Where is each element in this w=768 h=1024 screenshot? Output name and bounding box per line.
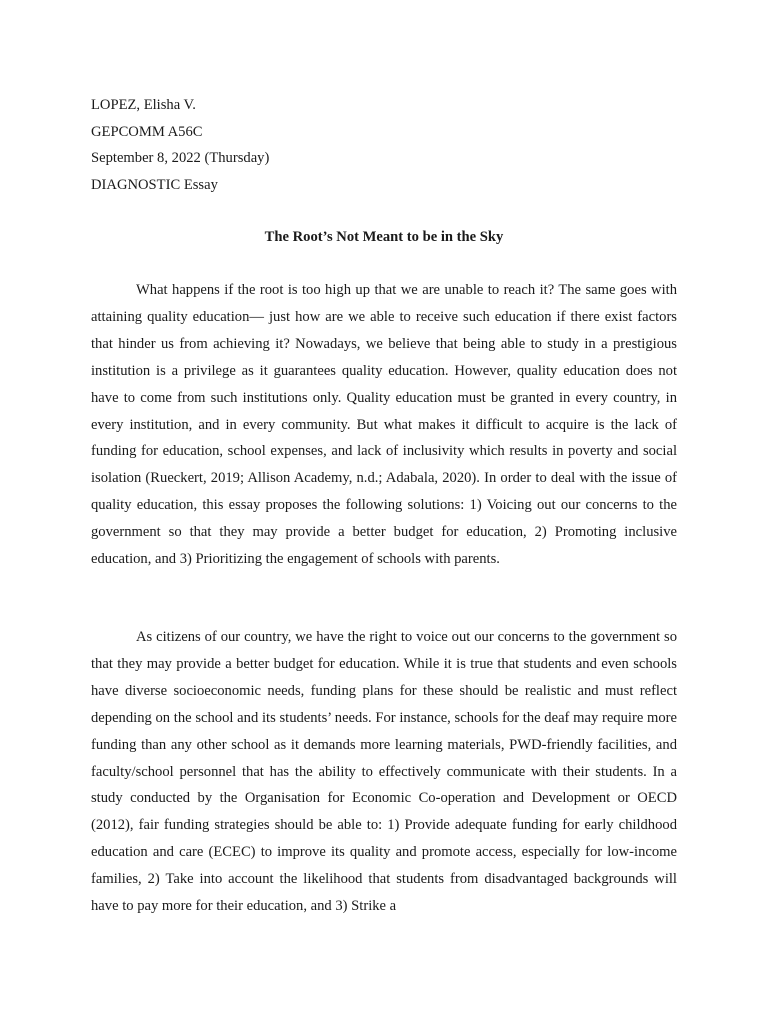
submission-date: September 8, 2022 (Thursday) [91, 150, 270, 167]
student-name: LOPEZ, Elisha V. [91, 97, 196, 113]
essay-type: DIAGNOSTIC Essay [91, 176, 218, 193]
essay-paragraph-2: As citizens of our country, we have the right to voice out our concerns to the government so that they may provide a better budget for education. While it is true that students and even schools have diverse socioeconomic needs, funding plans for these should be realistic and must reflect depending on the school and its students’ needs. For instance, schools for the deaf may require more funding than any other school as it demands more learning materials, PWD-friendly facilities, and faculty/school personnel that has the ability to effectively communicate with their students. In a study conducted by the Organisation for Economic Co-operation and Development or OECD (2012), fair funding strategies should be able to: 1) Provide adequate funding for early childhood education and care (ECEC) to improve its quality and promote access, especially for low-income families, 2) Take into account the likelihood that students from disadvantaged backgrounds will have to pay more for their education, and 3) Strike a [91, 629, 677, 915]
document-header [91, 92, 269, 198]
course-section: GEPCOMM A56C [91, 123, 203, 140]
essay-paragraph-1: What happens if the root is too high up that we are unable to reach it? The same goes with attaining quality education— just how are we able to receive such education if there exist factors that hinder us from achieving it? Nowadays, we believe that being able to study in a prestigious institution is a privilege as it guarantees quality education. However, quality education does not have to come from such institutions only. Quality education must be granted in every country, in every institution, and in every community. But what makes it difficult to acquire is the lack of funding for education, school expenses, and lack of inclusivity which results in poverty and social isolation (Rueckert, 2019; Allison Academy, n.d.; Adabala, 2020). In order to deal with the issue of quality education, this essay proposes the following solutions: 1) Voicing out our concerns to the government so that they may provide a better budget for education, 2) Promoting inclusive education, and 3) Prioritizing the engagement of schools with parents. [91, 282, 677, 568]
essay-title: The Root’s Not Meant to be in the Sky [264, 229, 504, 245]
